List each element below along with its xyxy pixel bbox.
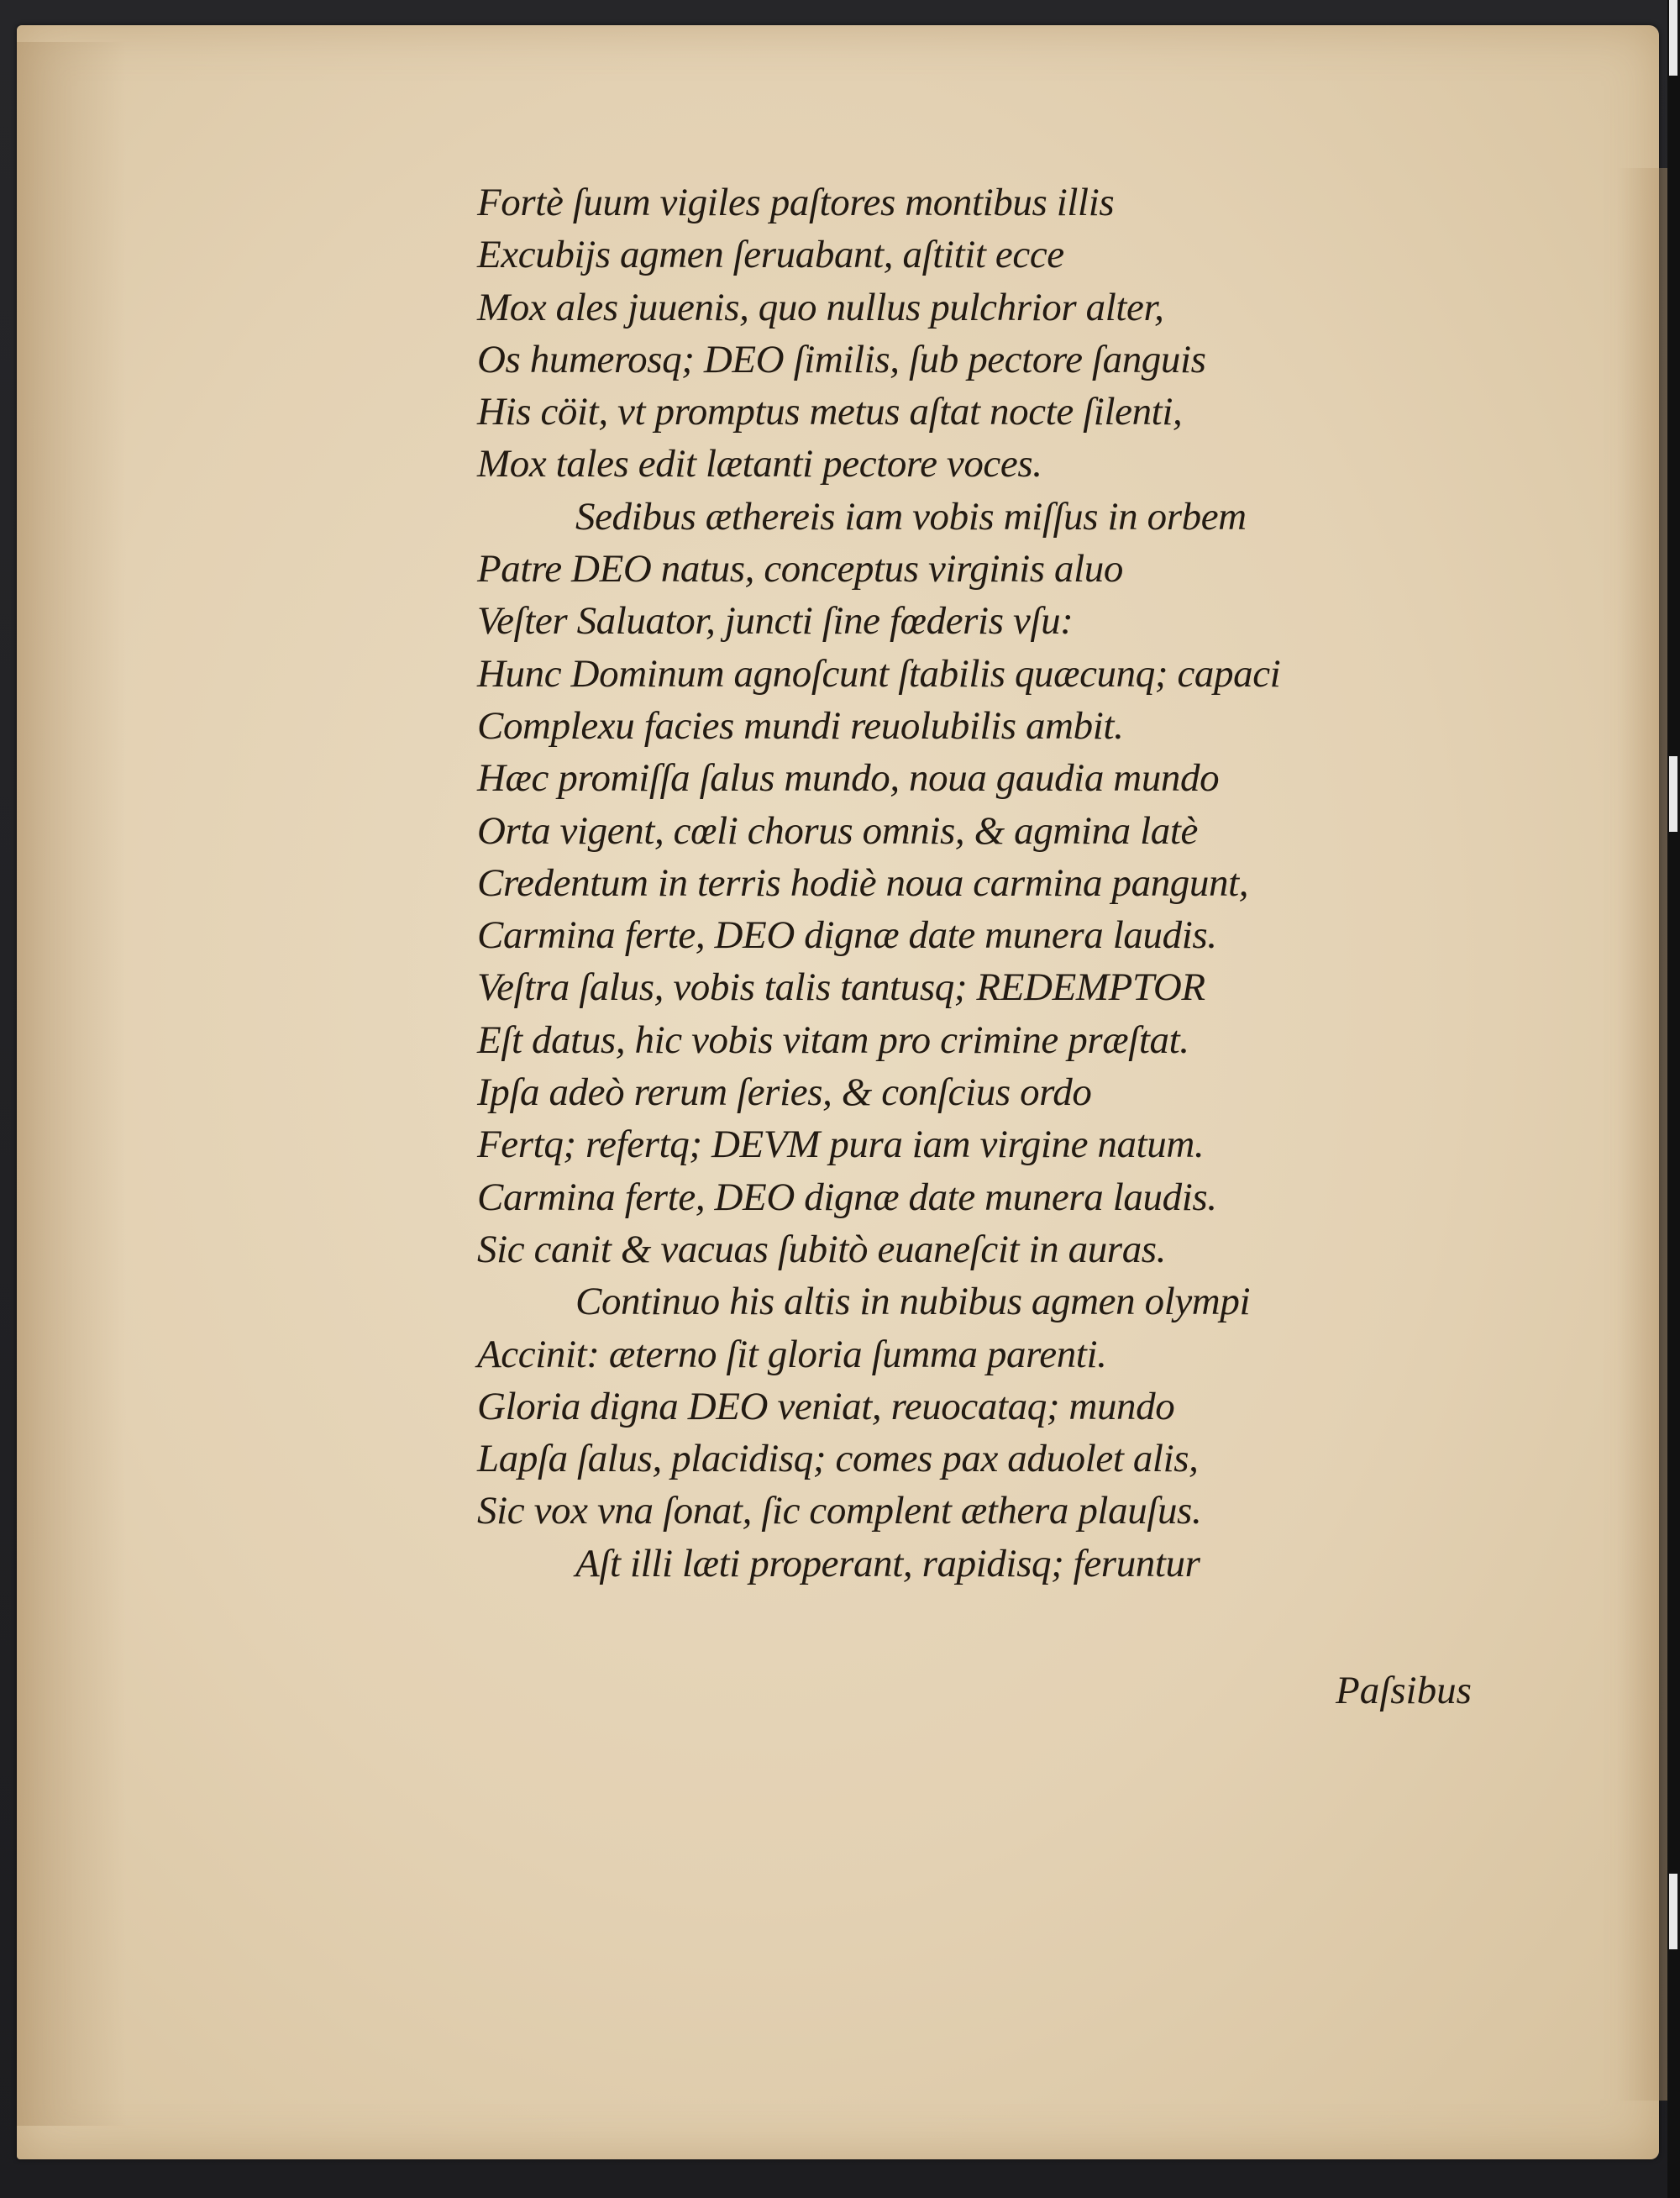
verse-line: Hunc Dominum agnoſcunt ſtabilis quæcunq; capaci — [477, 651, 1281, 696]
page-gutter-shadow — [17, 42, 126, 2126]
verse-line: Mox tales edit lætanti pectore voces. — [477, 442, 1042, 486]
verse-line: Sic vox vna ſonat, ſic complent æthera plauſus. — [477, 1489, 1202, 1533]
verse-line: His cöit, vt promptus metus aſtat nocte ſilenti, — [477, 390, 1183, 434]
verse-line: Hæc promiſſa ſalus mundo, noua gaudia mundo — [477, 756, 1220, 801]
verse-line: Excubijs agmen ſeruabant, aſtitit ecce — [477, 233, 1064, 277]
verse-line: Orta vigent, cœli chorus omnis, & agmina latè — [477, 808, 1198, 853]
verse-line: Mox ales juuenis, quo nullus pulchrior alter, — [477, 285, 1164, 329]
verse-line: Sic canit & vacuas ſubitò euaneſcit in auras. — [477, 1227, 1167, 1271]
verse-line: Aſt illi læti properant, rapidisq; feruntur — [575, 1541, 1200, 1585]
verse-line: Veſtra ſalus, vobis talis tantusq; REDEMPTOR — [477, 965, 1205, 1010]
verse-line: Complexu facies mundi reuolubilis ambit. — [477, 703, 1124, 748]
verse-line: Ipſa adeò rerum ſeries, & conſcius ordo — [477, 1070, 1092, 1115]
scanner-edge — [1667, 0, 1680, 2198]
scanner-edge-mark — [1669, 0, 1677, 76]
verse-line: Gloria digna DEO veniat, reuocataq; mundo — [477, 1384, 1175, 1428]
verse-line: Carmina ferte, DEO dignæ date munera laudis. — [477, 1175, 1217, 1219]
scanner-edge-mark — [1669, 1874, 1677, 1949]
verse-line: Sedibus æthereis iam vobis miſſus in orbem — [575, 494, 1247, 539]
verse-line: Lapſa ſalus, placidisq; comes pax aduolet alis, — [477, 1437, 1199, 1481]
verse-line: Fortè ſuum vigiles paſtores montibus illis — [477, 181, 1115, 224]
verse-line: Accinit: æterno ſit gloria ſumma parenti. — [477, 1332, 1107, 1376]
verse-text-block — [477, 176, 1485, 1590]
catchword: Paſsibus — [1336, 1669, 1472, 1712]
scanner-edge-mark — [1669, 756, 1677, 832]
page-edge-shadow — [1617, 168, 1667, 2101]
verse-line: Veſter Saluator, juncti ſine fœderis vſu: — [477, 599, 1074, 644]
verse-line: Continuo his altis in nubibus agmen olympi — [575, 1280, 1251, 1324]
verse-line: Os humerosq; DEO ſimilis, ſub pectore ſanguis — [477, 337, 1206, 381]
verse-line: Eſt datus, hic vobis vitam pro crimine præſtat. — [477, 1017, 1189, 1062]
verse-line: Fertq; refertq; DEVM pura iam virgine natum. — [477, 1123, 1205, 1167]
verse-line: Carmina ferte, DEO dignæ date munera laudis. — [477, 913, 1217, 958]
verse-line: Credentum in terris hodiè noua carmina pangunt, — [477, 860, 1249, 905]
verse-line: Patre DEO natus, conceptus virginis aluo — [477, 547, 1123, 592]
